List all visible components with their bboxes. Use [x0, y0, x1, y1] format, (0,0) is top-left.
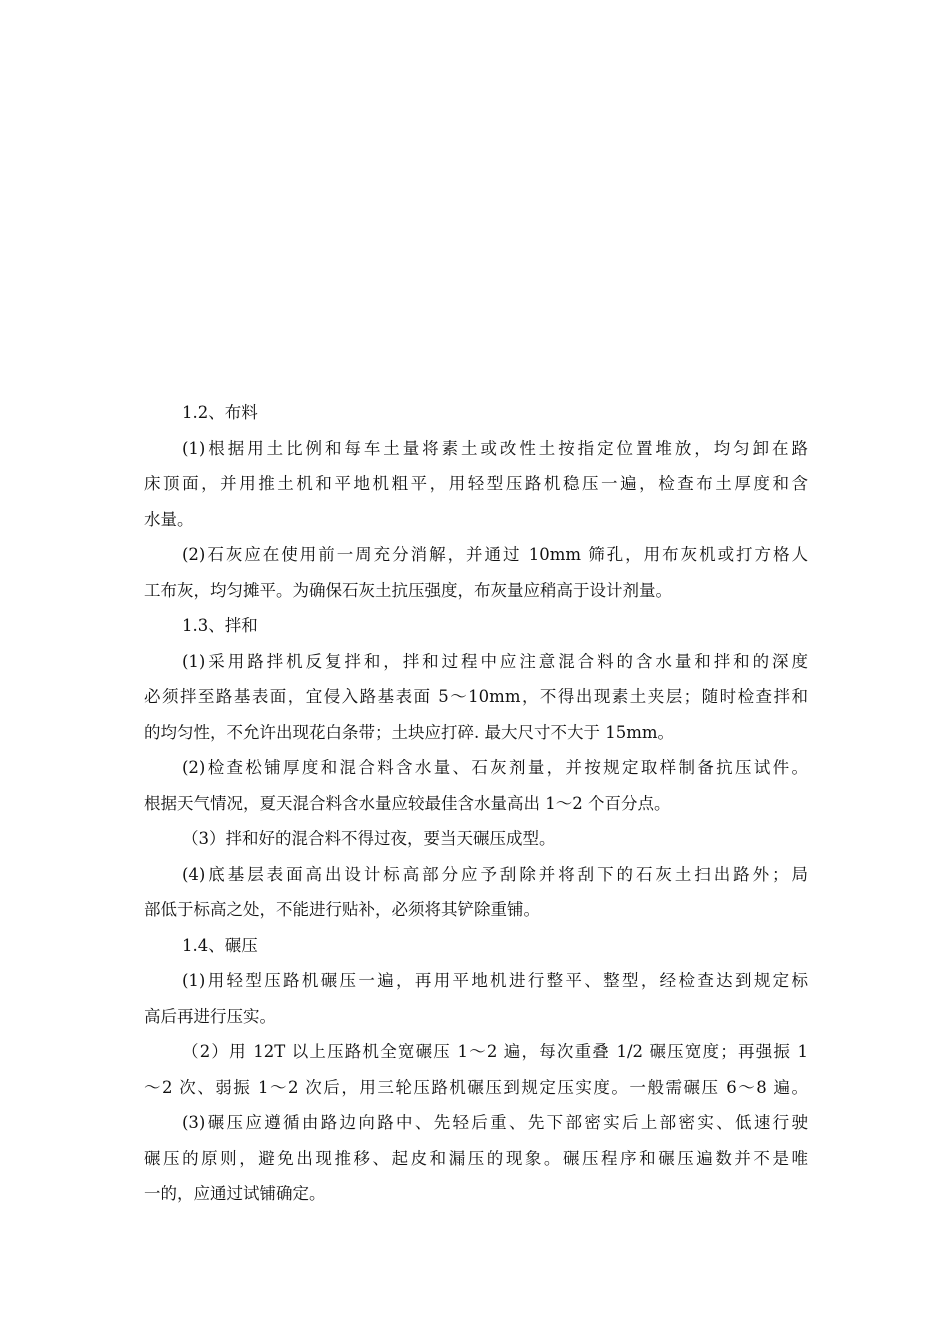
paragraph-line: (1)用轻型压路机碾压一遍，再用平地机进行整平、整型，经检查达到规定标 [182, 971, 808, 990]
paragraph-line: 水量。 [144, 509, 194, 529]
document-body [144, 395, 808, 1212]
paragraph-line: (2)石灰应在使用前一周充分消解，并通过 10mm 筛孔，用布灰机或打方格人 [182, 545, 808, 564]
paragraph-line: 一的，应通过试铺确定。 [144, 1184, 326, 1203]
paragraph-line: ～2 次、弱振 1～2 次后，用三轮压路机碾压到规定压实度。一般需碾压 6～8 遍。 [144, 1077, 808, 1097]
paragraph-line: (2)检查松铺厚度和混合料含水量、石灰剂量，并按规定取样制备抗压试件。 [182, 758, 808, 777]
paragraph-line: 床顶面，并用推土机和平地机粗平，用轻型压路机稳压一遍，检查布土厚度和含 [144, 474, 808, 493]
paragraph-line: 工布灰，均匀摊平。为确保石灰土抗压强度，布灰量应稍高于设计剂量。 [144, 580, 672, 600]
paragraph-line: 必须拌至路基表面，宜侵入路基表面 5～10mm，不得出现素土夹层；随时检查拌和 [144, 687, 808, 706]
paragraph-line: (3)碾压应遵循由路边向路中、先轻后重、先下部密实后上部密实、低速行驶 [182, 1113, 808, 1132]
section-heading-line: 1.3、拌和 [182, 616, 258, 635]
paragraph-line: (4)底基层表面高出设计标高部分应予刮除并将刮下的石灰土扫出路外；局 [182, 864, 808, 884]
section-heading-line: 1.4、碾压 [182, 935, 258, 955]
section-heading-line: 1.2、布料 [182, 403, 258, 422]
paragraph-line: 根据天气情况，夏天混合料含水量应较最佳含水量高出 1～2 个百分点。 [144, 793, 671, 813]
paragraph-line: (1)根据用土比例和每车土量将素土或改性土按指定位置堆放，均匀卸在路 [182, 438, 808, 458]
paragraph-line: 部低于标高之处，不能进行贴补，必须将其铲除重铺。 [144, 900, 540, 919]
paragraph-line: （2）用 12T 以上压路机全宽碾压 1～2 遍，每次重叠 1/2 碾压宽度；再强振 1 [182, 1042, 808, 1061]
paragraph-line: 碾压的原则，避免出现推移、起皮和漏压的现象。碾压程序和碾压遍数并不是唯 [144, 1148, 808, 1168]
paragraph-line: 高后再进行压实。 [144, 1006, 276, 1026]
section-heading-line: （3）拌和好的混合料不得过夜，要当天碾压成型。 [182, 829, 556, 848]
paragraph-line: 的均匀性，不允许出现花白条带；土块应打碎. 最大尺寸不大于 15mm。 [144, 722, 675, 742]
paragraph-line: (1)采用路拌机反复拌和，拌和过程中应注意混合料的含水量和拌和的深度 [182, 651, 808, 671]
